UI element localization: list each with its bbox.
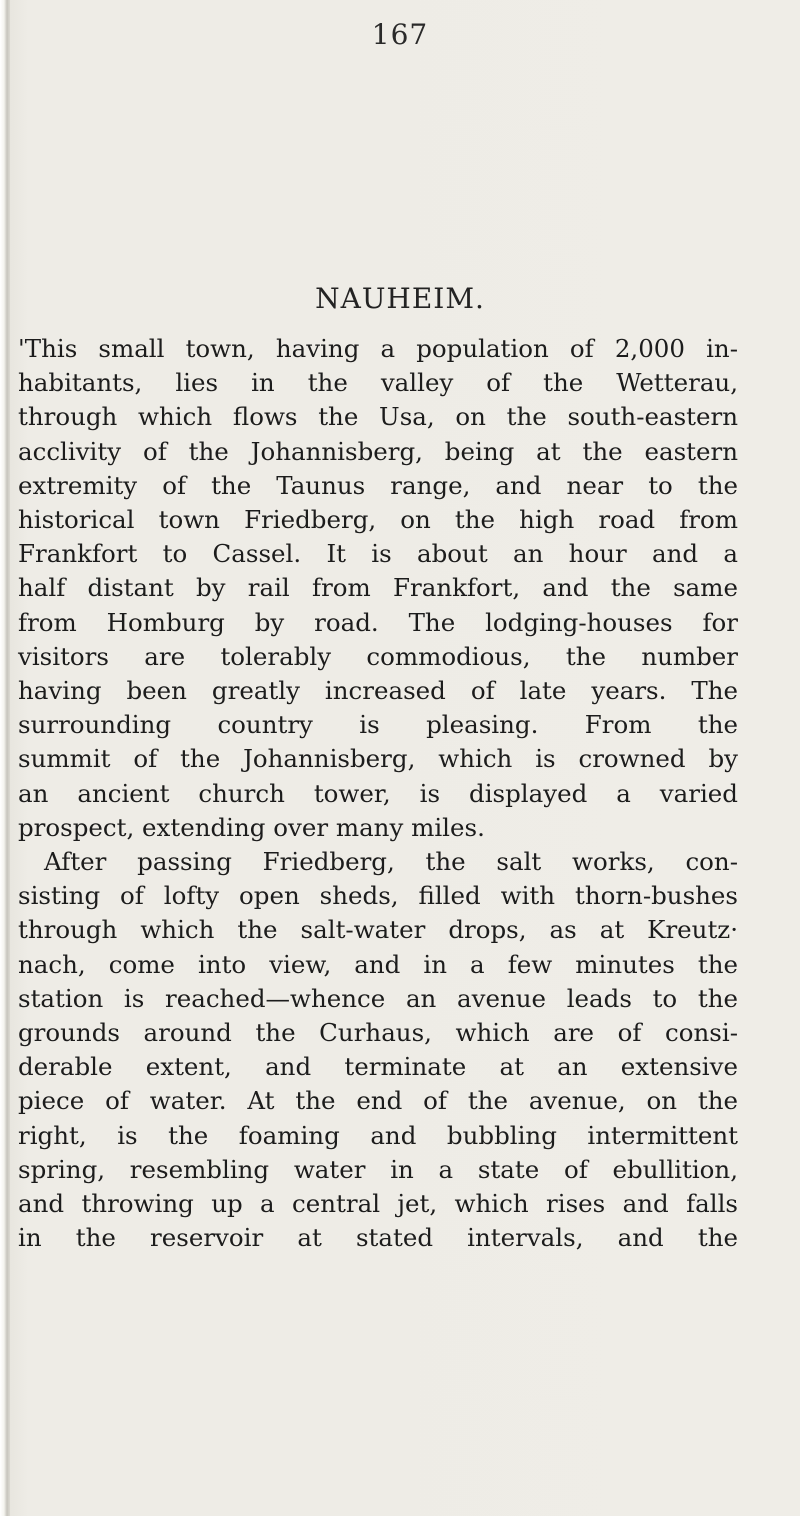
text-line: spring, resembling water in a state of ebullition, xyxy=(18,1154,738,1184)
text-line: nach, come into view, and in a few minutes the xyxy=(18,949,738,979)
text-line: extremity of the Taunus range, and near to the xyxy=(18,470,738,500)
chapter-title: NAUHEIM. xyxy=(315,282,485,315)
text-line: an ancient church tower, is displayed a varied xyxy=(18,778,738,808)
text-line: from Homburg by road. The lodging-houses for xyxy=(18,607,738,637)
page-number: 167 xyxy=(371,18,429,51)
text-line: habitants, lies in the valley of the Wetterau, xyxy=(18,368,738,398)
text-line: grounds around the Curhaus, which are of consi- xyxy=(18,1018,738,1048)
text-line: right, is the foaming and bubbling intermittent xyxy=(18,1120,738,1150)
text-line: through which the salt-water drops, as at Kreutz· xyxy=(18,915,738,945)
text-line: After passing Friedberg, the salt works, con- xyxy=(44,847,738,877)
text-line: sisting of lofty open sheds, filled with thorn-bushes xyxy=(18,881,738,911)
body-text xyxy=(18,332,738,1255)
text-line: visitors are tolerably commodious, the number xyxy=(18,641,738,671)
text-line: surrounding country is pleasing. From the xyxy=(18,710,738,740)
text-line: having been greatly increased of late years. The xyxy=(18,676,738,706)
text-line: and throwing up a central jet, which rises and falls xyxy=(18,1189,738,1219)
page-binding-edge xyxy=(0,0,10,1516)
text-line: piece of water. At the end of the avenue, on the xyxy=(18,1086,738,1116)
text-line: summit of the Johannisberg, which is crowned by xyxy=(18,744,738,774)
text-line: historical town Friedberg, on the high road from xyxy=(18,505,738,535)
text-line: in the reservoir at stated intervals, and the xyxy=(18,1223,738,1253)
text-line: prospect, extending over many miles. xyxy=(18,812,485,842)
text-line: through which flows the Usa, on the south-eastern xyxy=(18,402,738,432)
text-line: acclivity of the Johannisberg, being at the eastern xyxy=(18,436,738,466)
text-line: Frankfort to Cassel. It is about an hour and a xyxy=(18,539,738,569)
text-line: half distant by rail from Frankfort, and the same xyxy=(18,573,738,603)
text-line: station is reached—whence an avenue leads to the xyxy=(18,983,738,1013)
text-line: derable extent, and terminate at an extensive xyxy=(18,1052,738,1082)
text-line: 'This small town, having a population of 2,000 in- xyxy=(18,334,738,363)
